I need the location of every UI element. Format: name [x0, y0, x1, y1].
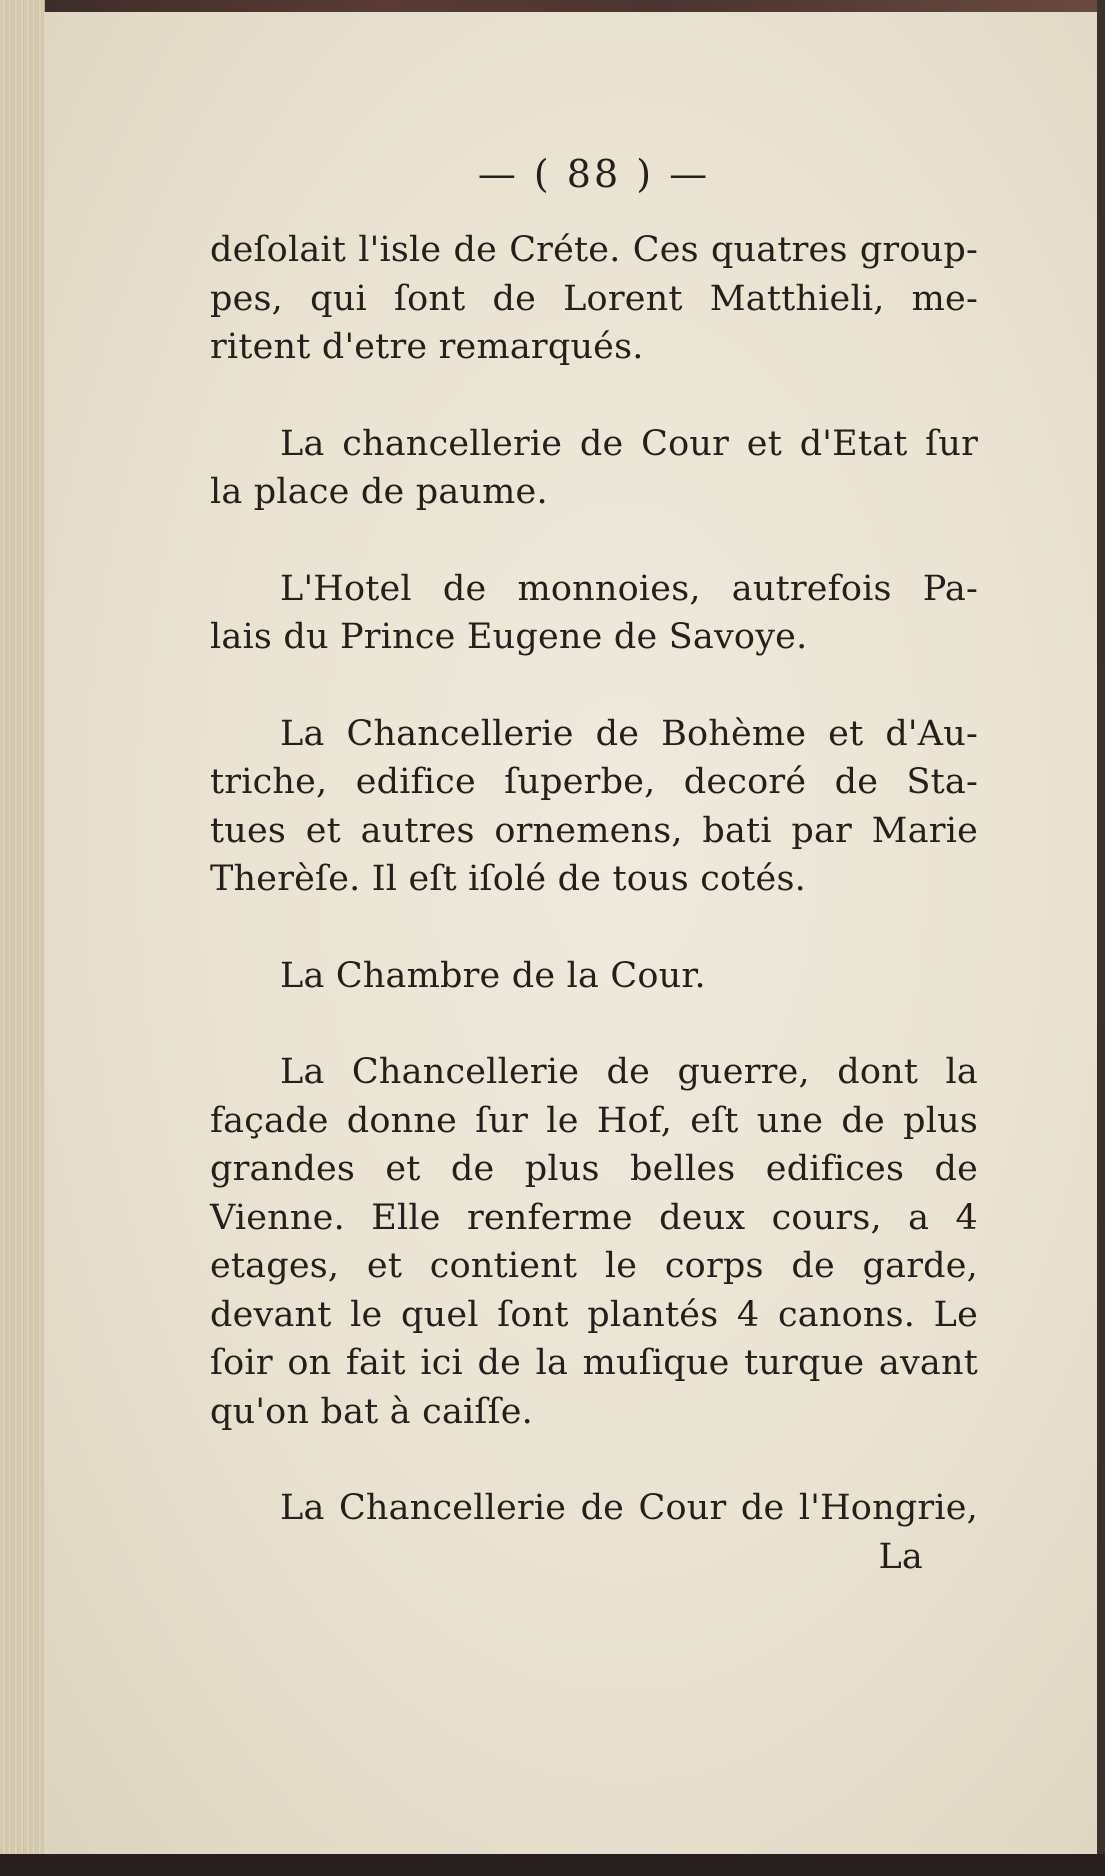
binding-right	[1097, 0, 1105, 1876]
paragraph	[210, 565, 978, 662]
paragraph	[210, 226, 978, 372]
text-line: ritent d'etre remarqués.	[210, 327, 644, 367]
text-line: deſolait l'isle de Créte. Ces quatres group-	[210, 230, 978, 270]
text-line: triche, edifice ſuperbe, decoré de Sta-	[210, 762, 978, 802]
text-line: ſoir on fait ici de la muſique turque avant	[210, 1343, 978, 1383]
page-stack-edge	[0, 0, 45, 1876]
text-line: L'Hotel de monnoies, autrefois Pa-	[280, 568, 978, 609]
text-line: devant le quel ſont plantés 4 canons. Le	[210, 1294, 978, 1335]
text-line: Vienne. Elle renferme deux cours, a 4	[210, 1197, 978, 1238]
text-line: façade donne ſur le Hof, eſt une de plus	[210, 1100, 978, 1141]
catchword: La	[878, 1536, 923, 1577]
text-line: La Chancellerie de Cour de l'Hongrie,	[280, 1488, 978, 1528]
text-line: lais du Prince Eugene de Savoye.	[210, 617, 808, 657]
text-line: grandes et de plus belles edifices de	[210, 1149, 978, 1189]
text-line: Therèſe. Il eſt iſolé de tous cotés.	[210, 859, 806, 899]
page-number-header: — ( 88 ) —	[477, 152, 711, 196]
text-line: tues et autres ornemens, bati par Marie	[210, 810, 978, 851]
paragraph	[210, 1484, 978, 1533]
text-line: qu'on bat à caiſſe.	[210, 1391, 533, 1432]
text-line: La Chancellerie de Bohème et d'Au-	[280, 713, 978, 754]
text-line: pes, qui ſont de Lorent Matthieli, me-	[210, 278, 978, 319]
text-line: etages, et contient le corps de garde,	[210, 1246, 978, 1286]
text-line: la place de paume.	[210, 472, 548, 512]
binding-bottom	[0, 1854, 1105, 1876]
paragraph	[210, 1048, 978, 1436]
text-line: La Chancellerie de guerre, dont la	[280, 1052, 978, 1092]
paragraph	[210, 420, 978, 517]
page-text	[210, 150, 978, 1581]
paragraph	[210, 952, 978, 1001]
paragraph	[210, 710, 978, 904]
text-line: La chancellerie de Cour et d'Etat ſur	[280, 423, 978, 464]
text-line: La Chambre de la Cour.	[280, 955, 706, 996]
